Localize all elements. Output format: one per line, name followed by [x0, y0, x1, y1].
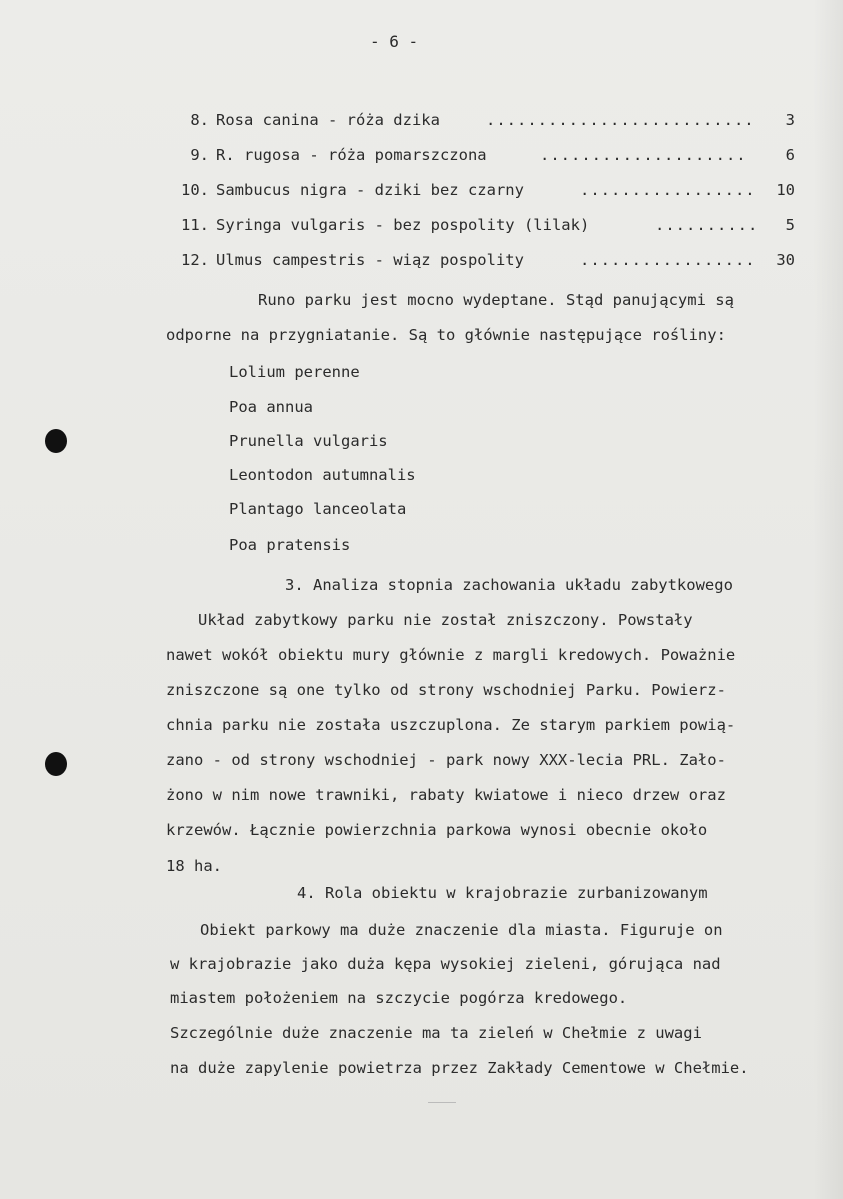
section-heading: 4. Rola obiektu w krajobrazie zurbanizowanym [297, 884, 708, 902]
list-item-name: Sambucus nigra - dziki bez czarny [216, 181, 524, 199]
paragraph-line: 18 ha. [166, 857, 222, 875]
paragraph-line: zniszczone są one tylko od strony wschodniej Parku. Powierz- [166, 681, 726, 699]
section-heading: 3. Analiza stopnia zachowania układu zabytkowego [285, 576, 733, 594]
list-item-count: 5 [785, 216, 795, 234]
species-item: Poa pratensis [229, 536, 351, 554]
list-item [0, 111, 843, 131]
list-item-number: 8. [190, 111, 209, 129]
species-item: Prunella vulgaris [229, 432, 388, 450]
paragraph-line: w krajobrazie jako duża kępa wysokiej zieleni, górująca nad [170, 955, 721, 973]
list-item-number: 11. [181, 216, 209, 234]
paragraph-line: krzewów. Łącznie powierzchnia parkowa wynosi obecnie około [166, 821, 708, 839]
species-item: Lolium perenne [229, 363, 360, 381]
paragraph-line: Obiekt parkowy ma duże znaczenie dla miasta. Figuruje on [200, 921, 723, 939]
leader-dots: ................. [580, 181, 756, 199]
leader-dots: ................. [580, 251, 756, 269]
species-item: Poa annua [229, 398, 313, 416]
paragraph-line: odporne na przygniatanie. Są to głównie następujące rośliny: [166, 326, 726, 344]
list-item-count: 10 [776, 181, 795, 199]
list-item-count: 6 [785, 146, 795, 164]
paragraph-line: nawet wokół obiektu mury głównie z margli kredowych. Poważnie [166, 646, 736, 664]
list-item [0, 181, 843, 201]
species-item: Plantago lanceolata [229, 500, 407, 518]
list-item-count: 3 [785, 111, 795, 129]
faint-mark [428, 1102, 456, 1103]
paragraph-line: na duże zapylenie powietrza przez Zakłady Cementowe w Chełmie. [170, 1059, 749, 1077]
paragraph-line: chnia parku nie została uszczuplona. Ze starym parkiem powią- [166, 716, 736, 734]
list-item-name: Rosa canina - róża dzika [216, 111, 440, 129]
leader-dots: .................... [540, 146, 747, 164]
list-item-name: R. rugosa - róża pomarszczona [216, 146, 487, 164]
paragraph-line: zano - od strony wschodniej - park nowy XXX-lecia PRL. Zało- [166, 751, 726, 769]
list-item [0, 146, 843, 166]
list-item-count: 30 [776, 251, 795, 269]
leader-dots: .......................... [486, 111, 755, 129]
species-item: Leontodon autumnalis [229, 466, 416, 484]
paragraph-line: żono w nim nowe trawniki, rabaty kwiatowe i nieco drzew oraz [166, 786, 726, 804]
list-item-number: 10. [181, 181, 209, 199]
punch-hole-bottom [45, 752, 67, 776]
list-item-number: 9. [190, 146, 209, 164]
paragraph-line: miastem położeniem na szczycie pogórza kredowego. [170, 989, 628, 1007]
page-number: - 6 - [370, 32, 419, 51]
punch-hole-top [45, 429, 67, 453]
list-item-name: Ulmus campestris - wiąz pospolity [216, 251, 524, 269]
leader-dots: .......... [655, 216, 759, 234]
paragraph-line: Szczególnie duże znaczenie ma ta zieleń w Chełmie z uwagi [170, 1024, 702, 1042]
paragraph-line: Układ zabytkowy parku nie został zniszczony. Powstały [198, 611, 693, 629]
page-edge-shadow [813, 0, 843, 1199]
list-item-name: Syringa vulgaris - bez pospolity (lilak) [216, 216, 590, 234]
list-item [0, 251, 843, 271]
paragraph-line: Runo parku jest mocno wydeptane. Stąd panującymi są [258, 291, 734, 309]
list-item-number: 12. [181, 251, 209, 269]
list-item [0, 216, 843, 236]
